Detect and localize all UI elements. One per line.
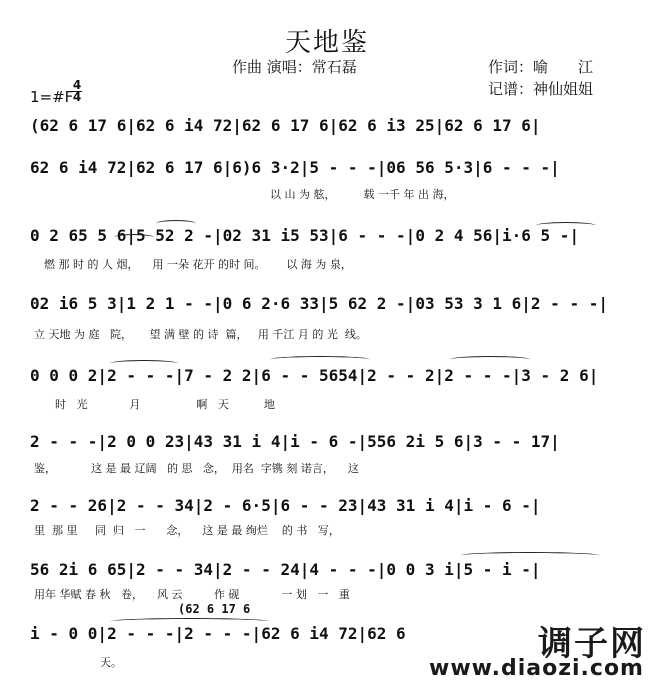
lyric-line-2: 以 山 为 舷， 载 一千 年 出 海， [270, 188, 455, 201]
notation-line-3: 0 2 65 5 6|5 52 2 -|02 31 i5 53|6 - - -|0 2 4 56|i·6 5 -| [30, 226, 580, 245]
lyric-line-7: 里 那 里 同 归 一 念， 这 是 最 绚烂 的 书 写， [34, 524, 340, 537]
tie-mark [114, 234, 154, 241]
meter-top: 4 [72, 78, 82, 92]
notation-line-4: 02 i6 5 3|1 2 1 - -|0 6 2·6 33|5 62 2 -|03 53 3 1 6|2 - - -| [30, 294, 608, 313]
lyricist-credit: 作词：喻 江 [488, 58, 594, 76]
key-signature: 1=#F [30, 88, 74, 106]
notation-line-5: 0 0 0 2|2 - - -|7 - 2 2|6 - - 5654|2 - - 2|2 - - -|3 - 2 6| [30, 366, 599, 385]
lyric-line-8: 用年 华赋 春 秋 卷， 风 云 作 砚 一 划 一 重 [34, 588, 350, 601]
lyric-line-9: 天。 [100, 656, 122, 669]
tie-mark [110, 618, 270, 625]
lyric-line-6: 鉴， 这 是 最 辽阔 的 思 念， 用名 字镌 刻 诺言， 这 [34, 462, 359, 475]
meter-bottom: 4 [72, 90, 82, 104]
tie-mark [460, 552, 600, 559]
tie-mark [536, 222, 596, 229]
notation-line-9: i - 0 0|2 - - -|2 - - -|62 6 i4 72|62 6 [30, 624, 406, 643]
notation-line-1: (62 6 17 6|62 6 i4 72|62 6 17 6|62 6 i3 25|62 6 17 6| [30, 116, 541, 135]
tie-mark [110, 360, 178, 367]
tie-mark [450, 356, 530, 363]
notation-line-2: 62 6 i4 72|62 6 17 6|6)6 3·2|5 - - -|06 56 5·3|6 - - -| [30, 158, 560, 177]
page-title: 天地鉴 [284, 28, 369, 58]
lyric-line-3: 燃 那 时 的 人 烟， 用 一朵 花开 的时 间。 以 海 为 泉， [44, 258, 352, 271]
coda-pickup: (62 6 17 6 [178, 602, 251, 616]
notation-line-6: 2 - - -|2 0 0 23|43 31 i 4|i - 6 -|556 2i 5 6|3 - - 17| [30, 432, 560, 451]
composer-singer-credit: 作曲 演唱：常石磊 [232, 58, 357, 76]
notation-line-7: 2 - - 26|2 - - 34|2 - 6·5|6 - - 23|43 31 i 4|i - 6 -| [30, 496, 541, 515]
tie-mark [156, 220, 196, 227]
lyric-line-4: 立 天地 为 庭 院， 望 满 壁 的 诗 篇， 用 千江 月 的 光 线。 [34, 328, 367, 341]
notation-line-8: 56 2i 6 65|2 - - 34|2 - - 24|4 - - -|0 0 3 i|5 - i -| [30, 560, 541, 579]
watermark-url: www.diaozi.com [429, 656, 644, 681]
lyric-line-5: 时 光 月 啊 天 地 [34, 398, 275, 411]
time-signature [72, 80, 82, 103]
watermark-logo: 调子网 [538, 624, 646, 664]
tie-mark [270, 356, 370, 363]
transcriber-credit: 记谱：神仙姐姐 [488, 80, 594, 98]
